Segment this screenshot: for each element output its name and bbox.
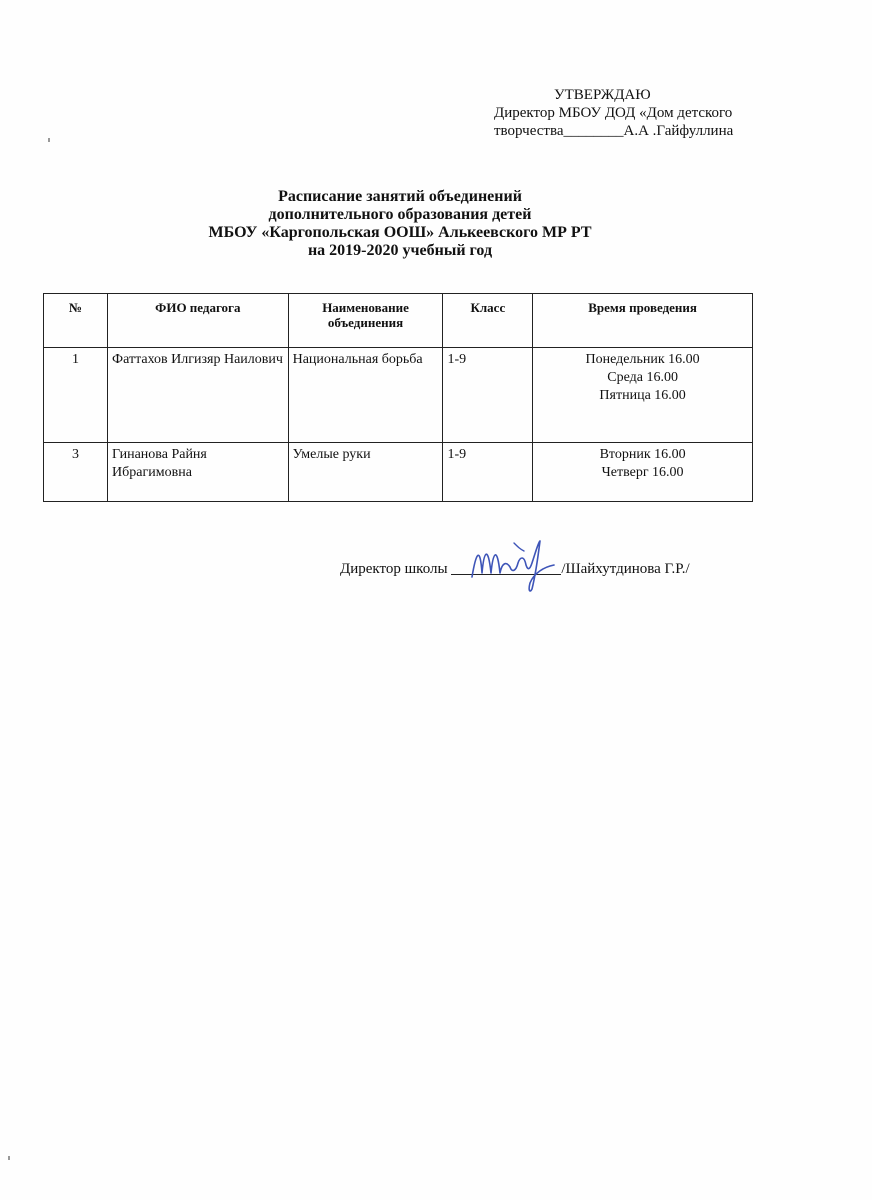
time-line: Среда 16.00 [607, 370, 678, 385]
schedule-table [43, 293, 753, 502]
cell-class: 1-9 [443, 348, 533, 443]
approval-title: УТВЕРЖДАЮ [554, 87, 651, 103]
table-header-row [44, 294, 753, 348]
approval-line-1: Директор МБОУ ДОД «Дом детского [494, 105, 733, 121]
header-time: Время проведения [533, 294, 753, 348]
cell-num: 3 [44, 443, 108, 502]
director-label: Директор школы [340, 561, 448, 577]
cell-class: 1-9 [443, 443, 533, 502]
header-assoc: Наименование объединения [288, 294, 443, 348]
cell-time [533, 348, 753, 443]
director-name: /Шайхутдинова Г.Р./ [561, 561, 690, 577]
time-line: Пятница 16.00 [599, 388, 686, 403]
table-row [44, 348, 753, 443]
header-num: № [44, 294, 108, 348]
title-line-1: Расписание занятий объединений [278, 188, 522, 205]
title-line-3: МБОУ «Каргопольская ООШ» Алькеевского МР РТ [208, 224, 592, 241]
cell-assoc: Национальная борьба [288, 348, 443, 443]
approval-line-2: творчества________А.А .Гайфуллина [494, 123, 734, 139]
time-line: Понедельник 16.00 [585, 352, 700, 367]
cell-assoc: Умелые руки [288, 443, 443, 502]
cell-name: Гинанова Райня Ибрагимовна [108, 443, 289, 502]
handwritten-signature [466, 533, 562, 595]
cell-num: 1 [44, 348, 108, 443]
scan-speck [8, 1156, 10, 1160]
time-line: Четверг 16.00 [601, 465, 684, 480]
title-line-2: дополнительного образования детей [268, 206, 532, 223]
cell-name: Фаттахов Илгизяр Наилович [108, 348, 289, 443]
document-title [120, 188, 680, 260]
cell-time [533, 443, 753, 502]
scan-speck [48, 138, 50, 142]
table-row [44, 443, 753, 502]
header-name: ФИО педагога [108, 294, 289, 348]
header-class: Класс [443, 294, 533, 348]
approval-block [494, 86, 794, 140]
time-line: Вторник 16.00 [599, 447, 686, 462]
title-line-4: на 2019-2020 учебный год [307, 242, 493, 259]
